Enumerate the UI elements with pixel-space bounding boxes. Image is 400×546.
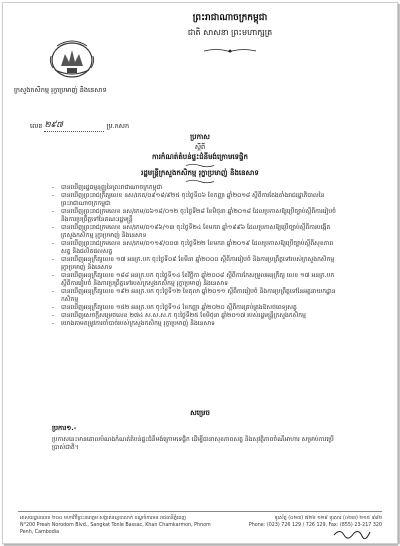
preamble-clause: - បានឃើញព្រះរាជក្រមលេខ នស/រកម/០៦១៨/០១២ ចុះថ្ងៃទី២៨ ខែមិថុនា ឆ្នាំ២០១៨ ដែលប្រកាសឱ្យប្រើច្បាប់ស្តីពីការរៀបចំ និងការប្រព្រឹត្តទៅនៃគណៈរដ្ឋមន្ត្រី (52, 208, 342, 224)
preamble-clause: - យោងតាមតម្រូវការចាំបាច់របស់ក្រសួងកសិកម្ម រុក្ខាប្រមាញ់ និងនេសាទ (52, 320, 342, 328)
kingdom-header (130, 12, 330, 58)
preamble-clause: - បានឃើញអនុក្រឹត្យលេខ ១៧ អនក្រ.បក ចុះថ្ងៃទី០៩ ខែមីនា ឆ្នាំ២០០០ ស្តីពីការរៀបចំ និងការប្រព្រឹត្តទៅរបស់ក្រសួងកសិកម្ម រុក្ខាប្រមាញ់ និងនេសាទ (52, 256, 342, 272)
decision-heading: សម្រេច (190, 409, 210, 417)
footer-phone-km: ទូរស័ព្ទ (០២៣) ៧២៦ ១២៩ ទូរសារ (០២៣) ២១៥ ៩៨២ (274, 516, 382, 521)
document-type: ប្រកាស (190, 133, 210, 141)
preamble-clause: - បានឃើញអនុក្រឹត្យលេខ ១៥២ អនក្រ.បក ចុះថ្ងៃទី១៤ ខែកញ្ញា ឆ្នាំ២០២០ ស្តីពីការគ្រប់គ្រងឱសថពេទ្យសត្វ (52, 304, 342, 312)
footer-phone-en: Phone: (023) 726 129 / 726 129, Fax: (855) 23-217 320 (248, 523, 382, 528)
preamble-clause: - បានឃើញព្រះរាជក្រមលេខ នស/រកម/០១៩៦/១៣ ចុះថ្ងៃទី២៤ ខែមករា ឆ្នាំ១៩៩៦ ដែលប្រកាសឱ្យប្រើច្បាប់ស្តីពីការបង្កើតក្រសួងកសិកម្ម រុក្ខាប្រមាញ់ និងនេសាទ (52, 224, 342, 240)
reference-suffix: ប្រ.កសក (106, 122, 130, 130)
footer-address (20, 515, 220, 536)
preamble-clause: - បានឃើញអនុក្រឹត្យលេខ ១៨៨ អនក្រ.បក ចុះថ្ងៃទី១៤ ខែវិច្ឆិកា ឆ្នាំ២០០៨ ស្តីពីការកែសម្រួលអនុក្រឹត្យ លេខ ១៧ អនក្រ.បក ស្តីពីការរៀបចំ និងការប្រព្រឹត្តទៅរបស់ក្រសួងកសិកម្ម រុក្ខាប្រមាញ់ និងនេសាទ (52, 272, 342, 288)
ministry-emblem-icon (45, 32, 99, 82)
footer-divider (18, 511, 382, 512)
preamble-clause: - បានឃើញអនុក្រឹត្យលេខ ១៩២ អនក្រ.បក ចុះថ្ងៃទី១២ ខែតុលា ឆ្នាំ២០១១ ស្តីពីការរៀបចំ និងការប្រព្រឹត្តទៅនៃអគ្គនាយកដ្ឋានកសិកម្ម (52, 288, 342, 304)
kingdom-title: ព្រះរាជាណាចក្រកម្ពុជា (192, 13, 268, 23)
issuing-authority: រដ្ឋមន្ត្រីក្រសួងកសិកម្ម រុក្ខាប្រមាញ់ និងនេសាទ (141, 169, 259, 177)
preamble-clauses (52, 184, 342, 328)
document-subject: ការកំណត់តំបន់ផ្ទះជំនីមង់ក្រោមទេផ្ទិក (152, 153, 248, 161)
preamble-clause: - បានឃើញសេចក្តីសម្រេចលេខ ២៧៤ ស.ស.ស.ក ចុះថ្ងៃទី២៥ ខែមិថុនា ឆ្នាំ២០១៧ របស់រដ្ឋមន្ត្រីក្រសួងកសិកម្ម (52, 312, 342, 320)
preamble-clause: - បានឃើញរដ្ឋធម្មនុញ្ញនៃព្រះរាជាណាចក្រកម្ពុជា (52, 184, 342, 192)
ministry-name: ក្រសួងកសិកម្ម រុក្ខាប្រមាញ់ និងនេសាទ (14, 86, 107, 94)
preamble-clause: - បានឃើញព្រះរាជក្រឹត្យលេខ នស/រកត/០៩១៨/៩២៥ ចុះថ្ងៃទី០៦ ខែកញ្ញា ឆ្នាំ២០១៨ ស្តីពីការតែងតាំងរាជរដ្ឋាភិបាលនៃព្រះរាជាណាចក្រកម្ពុជា (52, 192, 342, 208)
reference-number-line (30, 119, 129, 132)
national-motto: ជាតិ សាសនា ព្រះមហាក្សត្រ (187, 28, 273, 37)
footer-address-km: អាសយដ្ឋានលេខ ២០០ មហាវិថីព្រះនរោត្តម សង្កាត់ទន្លេបាសាក់ ខណ្ឌចំការមន រាជធានីភ្នំពេញ (20, 516, 186, 521)
reference-blank (44, 119, 104, 132)
ornament-divider-icon (202, 48, 258, 54)
article-label: ប្រការ១.- (52, 424, 77, 432)
signature-mark-icon (332, 527, 372, 539)
reference-prefix: លេខ (30, 122, 43, 130)
about-label: ស្តីពី (194, 143, 206, 151)
preamble-clause: - បានឃើញព្រះរាជក្រមលេខ នស/រកម/០១១៩/០០៣ ចុះថ្ងៃទី២២ ខែមករា ឆ្នាំ២០១៩ ដែលប្រកាសឱ្យប្រើច្បាប់ស្តីពីសុខភាពសត្វ និងផលិតផលសត្វ (52, 240, 342, 256)
separator-ornament-icon (185, 163, 215, 168)
reference-number: ២៩៧ (44, 120, 63, 129)
article-text: ប្រកាសនេះមានគោលបំណងកំណត់តំបន់ផ្ទះជំនីមង់ក្រោមទេផ្ទិក ដើម្បីធានាសុខភាពសត្វ និងសុវត្ថិភាពចំណីអាហារ សម្រាប់ការប្រើប្រាស់ជាតិ។ (52, 436, 334, 451)
footer-address-en: N°200 Preah Norodom Blvd., Sangkat Tonle Bassac, Khan Chamkarmon, Phnom Penh, Cambodia (20, 523, 211, 535)
